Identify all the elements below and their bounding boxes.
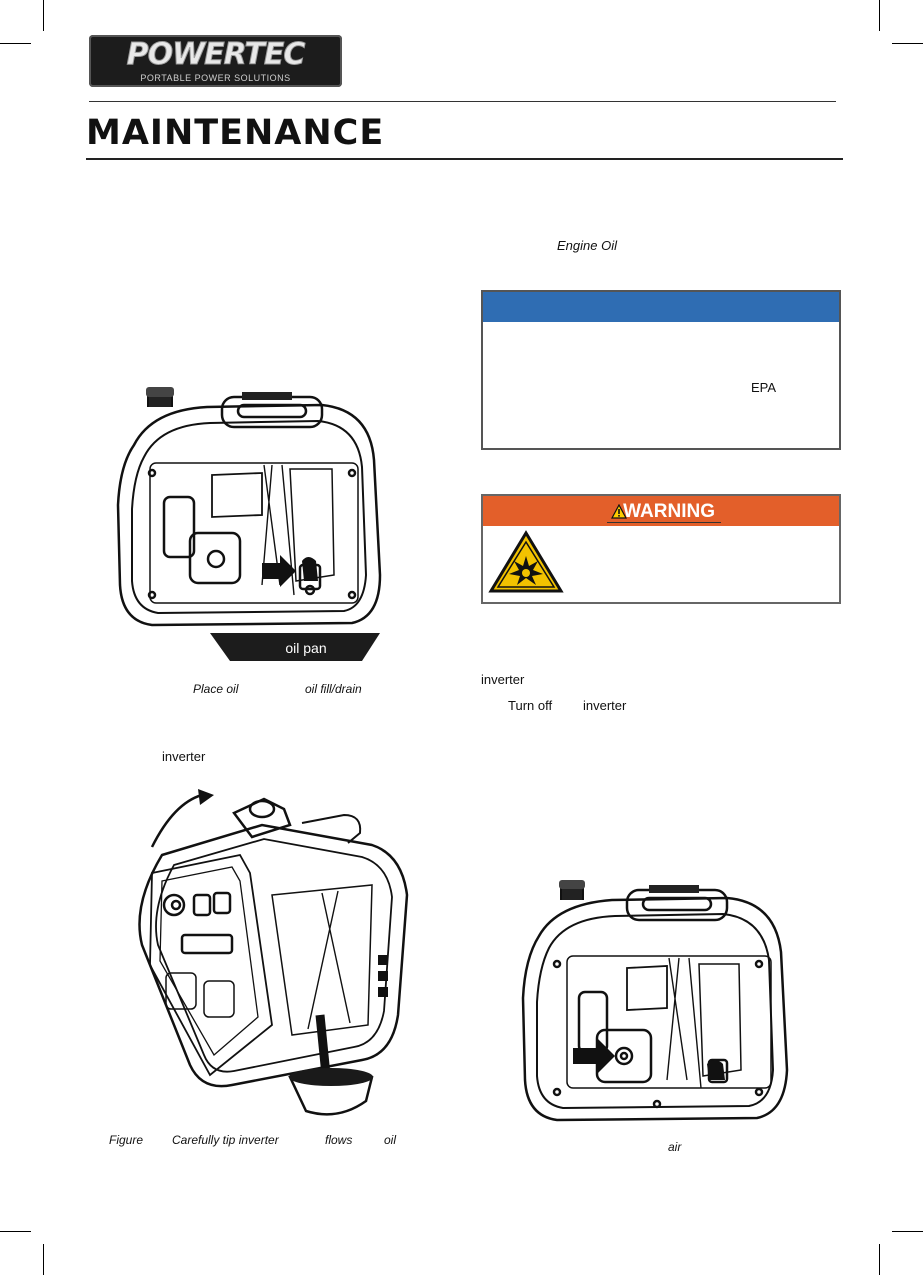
title-rule (86, 158, 843, 160)
figure2-caption-part: flows (325, 1133, 353, 1147)
step-text-fragment: inverter (583, 698, 627, 713)
figure-tip-inverter-drain-oil (122, 785, 414, 1123)
brand-logo (89, 35, 342, 87)
figure1-caption-part: oil fill/drain (305, 682, 362, 696)
page-title: MAINTENANCE (86, 113, 385, 153)
crop-mark (892, 43, 923, 44)
header-rule (89, 101, 836, 102)
logo-tagline: PORTABLE POWER SOLUTIONS (140, 73, 291, 83)
notice-box (481, 290, 841, 450)
figure-air-filter-location (517, 880, 799, 1130)
crop-mark (0, 1231, 31, 1232)
crop-mark (0, 43, 31, 44)
caution-triangle-icon (611, 504, 627, 519)
notice-text-fragment: EPA (751, 380, 777, 395)
engine-oil-reference: Engine Oil (557, 238, 617, 253)
warning-label: WARNING (607, 501, 721, 523)
figure1-caption-part: Place oil (193, 682, 239, 696)
fire-explosion-hazard-icon (488, 530, 564, 594)
crop-mark (879, 1244, 880, 1275)
figure-oil-pan-placement (112, 385, 394, 665)
figure2-caption-part: Carefully tip inverter (172, 1133, 279, 1147)
warning-box (481, 494, 841, 604)
oil-pan-label: oil pan (285, 640, 327, 656)
notice-header-bar (483, 292, 839, 322)
crop-mark (43, 0, 44, 31)
warning-header-bar (483, 496, 839, 526)
figure3-caption-part: air (668, 1140, 682, 1154)
body-text-fragment: inverter (162, 749, 206, 764)
crop-mark (892, 1231, 923, 1232)
body-text-fragment: inverter (481, 672, 525, 687)
crop-mark (879, 0, 880, 31)
figure2-caption-part: Figure (109, 1133, 144, 1147)
crop-mark (43, 1244, 44, 1275)
step-text-fragment: Turn off (508, 698, 553, 713)
logo-wordmark: POWERTEC (126, 37, 305, 72)
figure2-caption-part: oil (384, 1133, 397, 1147)
